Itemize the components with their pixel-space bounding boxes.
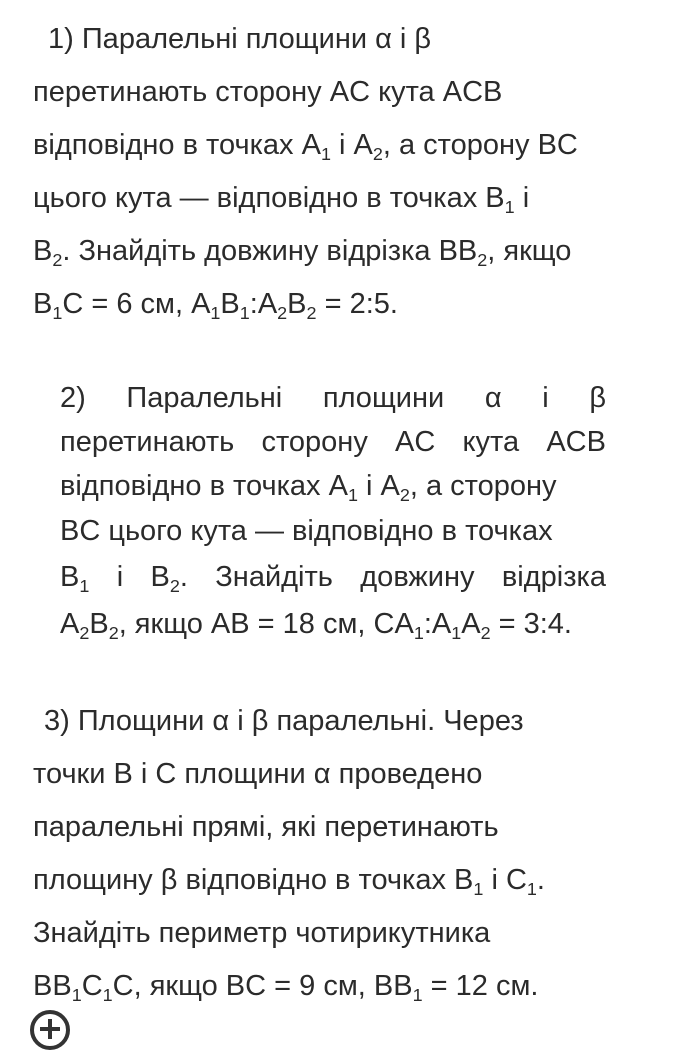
line-word: і	[542, 382, 549, 414]
add-icon[interactable]	[30, 1010, 70, 1050]
line-word: Знайдіть	[215, 561, 333, 593]
line-word: ACB	[546, 426, 606, 458]
line-word: $B_2$.	[150, 561, 188, 596]
problem-1-line-3: відповідно в точках $A_1$ і $A_2$, а сторону BC	[33, 129, 578, 164]
problem-2-line-6	[60, 607, 572, 641]
problem-2-line-1	[60, 381, 606, 415]
line-word: BC цього кута — відповідно в точках	[60, 515, 553, 547]
problem-1-line-2: перетинають сторону AC кута ACB	[33, 76, 503, 108]
problem-2-line-3	[60, 469, 557, 503]
problem-1-line-5: $B_2$. Знайдіть довжину відрізка $BB_2$, якщо	[33, 235, 572, 270]
problem-3-line-1: 3) Площини α і β паралельні. Через	[44, 705, 524, 737]
problem-2-line-4	[60, 514, 553, 548]
line-word: Паралельні	[126, 382, 283, 414]
line-word: $A_2B_2$, якщо AB = 18 см, $CA_1:A_1A_2$ = 3:4.	[60, 608, 572, 643]
problem-3-line-4: площину β відповідно в точках $B_1$ і $C_1$.	[33, 864, 545, 899]
line-word: 2)	[60, 382, 86, 414]
line-word: α	[484, 382, 502, 414]
problem-3-line-5: Знайдіть периметр чотирикутника	[33, 917, 491, 949]
line-word: перетинають	[60, 426, 235, 458]
problem-3-line-6: $BB_1C_1C$, якщо BC = 9 см, $BB_1 = 12$ см.	[33, 970, 539, 1005]
problem-3-line-2: точки B і C площини α проведено	[33, 758, 483, 790]
line-word: $B_1$	[60, 561, 90, 596]
line-word: довжину	[360, 561, 475, 593]
problem-2-line-2	[60, 425, 606, 459]
line-word: відрізка	[501, 561, 606, 593]
line-word: площини	[322, 382, 445, 414]
problem-1-line-4: цього кута — відповідно в точках $B_1$ і	[33, 182, 530, 217]
problem-2-line-5	[60, 560, 606, 594]
line-word: і	[116, 561, 124, 593]
line-word: сторону	[261, 426, 368, 458]
line-word: кута	[462, 426, 520, 458]
problem-3-line-3: паралельні прямі, які перетинають	[33, 811, 499, 843]
line-word: β	[589, 382, 606, 414]
problem-1-line-1: 1) Паралельні площини α і β	[48, 23, 432, 55]
line-word: відповідно в точках $A_1$ і $A_2$, а сторону	[60, 470, 557, 505]
problem-1-line-6: $B_1C = 6$ см, $A_1B_1:A_2B_2$ = 2:5.	[33, 288, 398, 323]
line-word: AC	[395, 426, 436, 458]
